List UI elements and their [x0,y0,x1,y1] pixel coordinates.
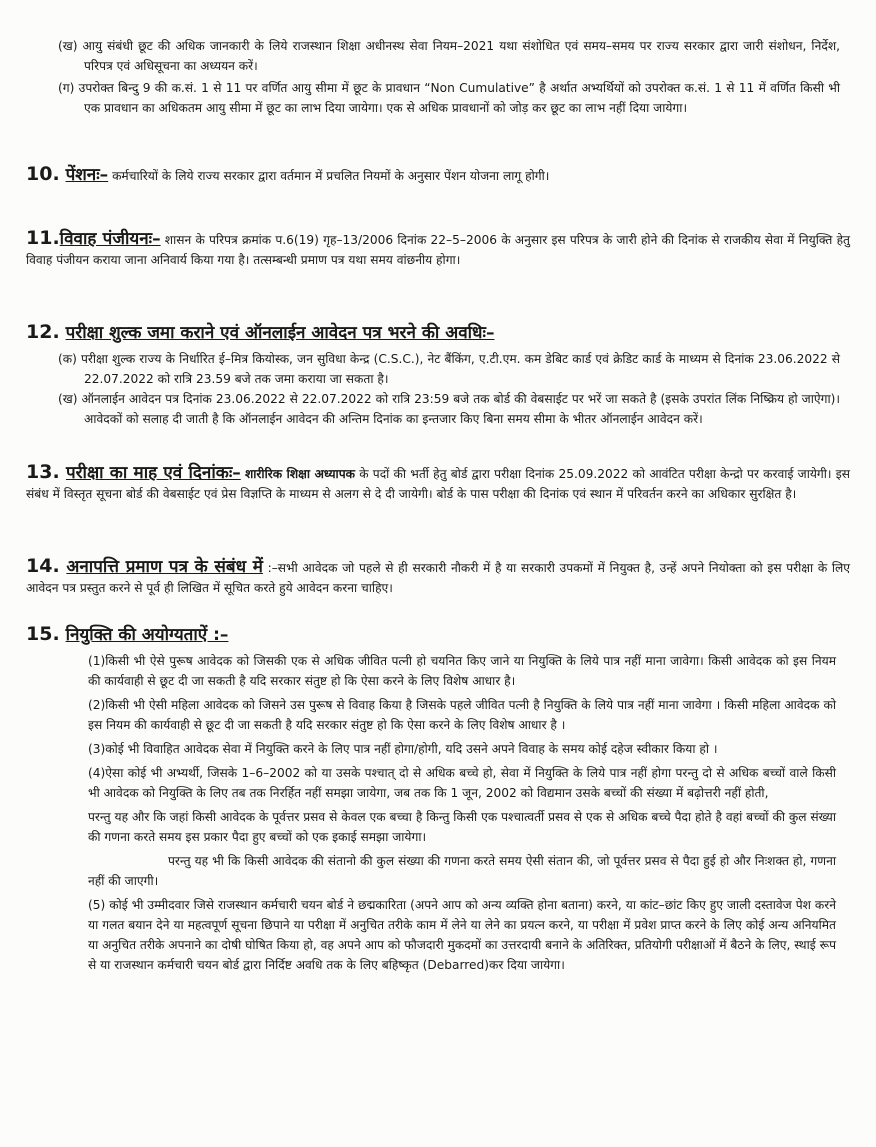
clause-12-ka: (क) परीक्षा शुल्क राज्य के निर्धारित ई–मित्र कियोस्क, जन सुविधा केन्द्र (C.S.C.), नेट बैंकिंग, ए.टी.एम. कम डेबिट कार्ड एवं क्रेडिट कार्ड के माध्यम से दिनांक 23.06.2022 से 22.07.2022 को रात्रि 23.59 बजे तक जमा कराया जा सकता है। [58,352,840,386]
section-14-text: :–सभी आवेदक जो पहले से ही सरकारी नौकरी में है या सरकारी उपकमों में नियुक्त है, उन्हें अपने नियोक्ता को इस परीक्षा के लिए आवेदन पत्र प्रस्तुत करने से पूर्व ही लिखित में सूचित करते हुये आवेदन करना चाहिए। [26,561,850,595]
section-15 [26,624,850,979]
clause-15-2: (2)किसी भी ऐसी महिला आवेदक को जिसने उस पुरूष से विवाह किया है जिसके पहले जीवित पत्नी है नियुक्ति के लिये पात्र नहीं माना जावेगा । किसी महिला आवेदक को इस नियम की कार्यवाही से छूट दी जा सकती है यदि सरकार संतुष्ट हो कि ऐसा करने के लिए विशेष आधार है । [88,698,836,732]
clause-15-4-proviso-2: परन्तु यह भी कि किसी आवेदक की संतानो की कुल संख्या की गणना करते समय ऐसी संतान की, जो पूर्वत्तर प्रसव से पैदा हुई हो और निःशक्त हो, गणना नहीं की जाएगी। [88,854,836,888]
clause-15-1: (1)किसी भी ऐसे पुरूष आवेदक को जिसकी एक से अधिक जीवित पत्नी हो चयनित किए जाने या नियुक्ति के लिये पात्र नहीं माना जावेगा। किसी आवेदक को इस नियम की कार्यवाही से छूट दी जा सकती है यदि सरकार संतुष्ट हो कि ऐसा करने के लिए विशेष आधार है। [88,654,836,688]
clause-15-3: (3)कोई भी विवाहित आवेदक सेवा में नियुक्ति करने के लिए पात्र नहीं होगा/होगी, यदि उसने अपने विवाह के समय कोई दहेज स्वीकार किया हो । [88,742,718,756]
section-13 [26,462,850,504]
section-13-text: के पदों की भर्ती हेतु बोर्ड द्वारा परीक्षा दिनांक 25.09.2022 को आवंटित परीक्षा केन्द्रो पर करवाई जायेगी। इस संबंध में विस्तृत सूचना बोर्ड की वेबसाईट एवं प्रेस विज्ञप्ति के माध्यम से अलग से दे दी जायेगी। बोर्ड के पास परीक्षा की दिनांक एवं स्थान में परिवर्तन करने का अधिकार सुरक्षित है। [26,467,850,501]
section-13-heading: 13. परीक्षा का माह एवं दिनांकः– [26,461,241,483]
section-15-heading: 15. नियुक्ति की अयोग्यताऐं :– [26,623,229,645]
clause-12-kha: (ख) ऑनलाईन आवेदन पत्र दिनांक 23.06.2022 से 22.07.2022 को रात्रि 23:59 बजे तक बोर्ड की वेबसाईट पर भरें जा सकते है (इसके उपरांत लिंक निष्क्रिय हो जाऐगा)। आवेदकों को सलाह दी जाती है कि ऑनलाईन आवेदन की अन्तिम दिनांक का इन्तजार किए बिना समय सीमा के भीतर ऑनलाईन आवेदन करें। [58,392,840,426]
section-11-text: शासन के परिपत्र क्रमांक प.6(19) गृह–13/2006 दिनांक 22–5–2006 के अनुसार इस परिपत्र के जारी होने की दिनांक से राजकीय सेवा में नियुक्ति हेतु विवाह पंजीयन कराया जाना अनिवार्य किया गया है। तत्सम्बन्धी प्रमाण पत्र यथा समय वांछनीय होगा। [26,233,850,267]
clause-15-5: (5) कोई भी उम्मीदवार जिसे राजस्थान कर्मचारी चयन बोर्ड ने छद्मकारिता (अपने आप को अन्य व्यक्ति होना बताना) करने, या कांट–छांट किए हुए जाली दस्तावेज पेश करने या गलत बयान देने या महत्वपूर्ण सूचना छिपाने या परीक्षा में अनुचित तरीके काम में लेने या लेने का प्रयत्न करने, या परीक्षा में प्रवेश प्राप्त करने के लिए कोई अन्य अनियमित या अनुचित तरीके अपनाने का दोषी घोषित किया हो, वह अपने आप को फौजदारी मुकदमों का उत्तरदायी बनाने के अतिरिक्त, प्रतियोगी परीक्षाओं में बैठने के लिए, स्थाई रूप से या राजस्थान कर्मचारी चयन बोर्ड द्वारा निर्दिष्ट अवधि तक के लिए बहिष्कृत (Debarred)कर दिया जायेगा। [88,898,836,972]
section-11-heading: 11.विवाह पंजीयनः– [26,227,161,249]
clause-15-4-proviso-1: परन्तु यह और कि जहां किसी आवेदक के पूर्वत्तर प्रसव से केवल एक बच्चा है किन्तु किसी एक पश्चात्वर्ती प्रसव से एक से अधिक बच्चे पैदा होते है वहां बच्चों की कुल संख्या की गणना करते समय इस प्रकार पैदा हुए बच्चों को एक इकाई समझा जायेगा। [88,810,836,844]
section-14 [26,556,850,598]
section-10-text: कर्मचारियों के लिये राज्य सरकार द्वारा वर्तमान में प्रचलित नियमों के अनुसार पेंशन योजना लागू होगी। [112,169,550,183]
section-12-heading: 12. परीक्षा शुल्क जमा कराने एवं ऑनलाईन आवेदन पत्र भरने की अवधिः– [26,321,495,343]
clause-9-kha: (ख) आयु संबंधी छूट की अधिक जानकारी के लिये राजस्थान शिक्षा अधीनस्थ सेवा नियम–2021 यथा संशोधित एवं समय–समय पर राज्य सरकार द्वारा जारी संशोधन, निर्देश, परिपत्र एवं अधिसूचना का अध्ययन करें। [58,39,840,73]
section-11 [26,228,850,270]
section-14-heading: 14. अनापत्ति प्रमाण पत्र के संबंध में [26,555,263,577]
section-10-heading: 10. पेंशनः– [26,163,109,185]
section-10 [26,164,850,186]
section-13-post: शारीरिक शिक्षा अध्यापक [244,467,355,481]
section-9-continued [26,36,850,118]
section-12 [26,322,850,429]
clause-15-4: (4)ऐसा कोई भी अभ्यर्थी, जिसके 1–6–2002 को या उसके पश्चात् दो से अधिक बच्चे हो, सेवा में नियुक्ति के लिये पात्र नहीं होगा परन्तु दो से अधिक बच्चों वाले किसी भी आवेदक को नियुक्ति के लिए तब तक निरर्हित नहीं समझा जायेगा, जब तक कि 1 जून, 2002 को विद्यमान उसके बच्चों की संख्या में बढ़ोत्तरी नहीं होती, [88,766,836,800]
clause-9-ga: (ग) उपरोक्त बिन्दु 9 की क.सं. 1 से 11 पर वर्णित आयु सीमा में छूट के प्रावधान “Non Cumulative” है अर्थात अभ्यर्थियों को उपरोक्त क.सं. 1 से 11 में वर्णित किसी भी एक प्रावधान का अधिकतम आयु सीमा में छूट का लाभ दिया जायेगा। एक से अधिक प्रावधानों को जोड़ कर छूट का लाभ नहीं दिया जायेगा। [58,81,840,115]
